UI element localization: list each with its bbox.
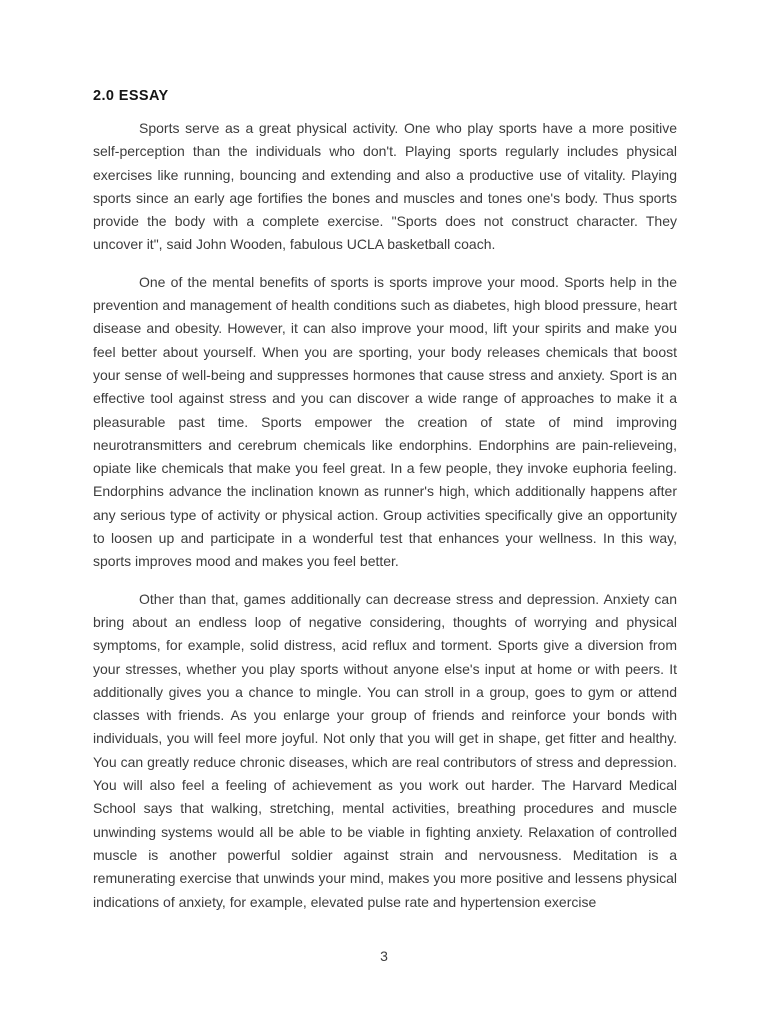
essay-paragraph-1: Sports serve as a great physical activity. One who play sports have a more positive self-perception than the individuals who don't. Playing sports regularly includes physical exercises like running, bouncing and extending and also a productive use of vitality. Playing sports since an early age fortifies the bones and muscles and tones one's body. Thus sports provide the body with a complete exercise. "Sports does not construct character. They uncover it", said John Wooden, fabulous UCLA basketball coach. <box>93 120 677 253</box>
essay-paragraph-2: One of the mental benefits of sports is sports improve your mood. Sports help in the prevention and management of health conditions such as diabetes, high blood pressure, heart disease and obesity. However, it can also improve your mood, lift your spirits and make you feel better about yourself. When you are sporting, your body releases chemicals that boost your sense of well-being and suppresses hormones that cause stress and anxiety. Sport is an effective tool against stress and you can discover a wide range of approaches to make it a pleasurable past time. Sports empower the creation of state of mind improving neurotransmitters and cerebrum chemicals like endorphins. Endorphins are pain-relieveing, opiate like chemicals that make you feel great. In a few people, they invoke euphoria feeling. Endorphins advance the inclination known as runner's high, which additionally happens after any serious type of activity or physical action. Group activities specifically give an opportunity to loosen up and participate in a wonderful test that enhances your wellness. In this way, sports improves mood and makes you feel better. <box>93 273 677 570</box>
essay-paragraph-3: Other than that, games additionally can decrease stress and depression. Anxiety can bring about an endless loop of negative considering, thoughts of worrying and physical symptoms, for example, solid distress, acid reflux and torment. Sports give a diversion from your stresses, whether you play sports without anyone else's input at home or with peers. It additionally gives you a chance to mingle. You can stroll in a group, goes to gym or attend classes with friends. As you enlarge your group of friends and reinforce your bonds with individuals, you will feel more joyful. Not only that you will get in shape, get fitter and healthy. You can greatly reduce chronic diseases, which are real contributors of stress and depression. You will also feel a feeling of achievement as you work out harder. The Harvard Medical School says that walking, stretching, mental activities, breathing procedures and muscle unwinding systems would all be able to be viable in fighting anxiety. Relaxation of controlled muscle is another powerful soldier against strain and nervousness. Meditation is a remunerating exercise that unwinds your mind, makes you more positive and lessens physical indications of anxiety, for example, elevated pulse rate and hypertension exercise <box>93 590 677 910</box>
essay-content <box>93 85 677 928</box>
section-heading: 2.0 ESSAY <box>93 88 169 104</box>
page-number: 3 <box>380 948 388 964</box>
